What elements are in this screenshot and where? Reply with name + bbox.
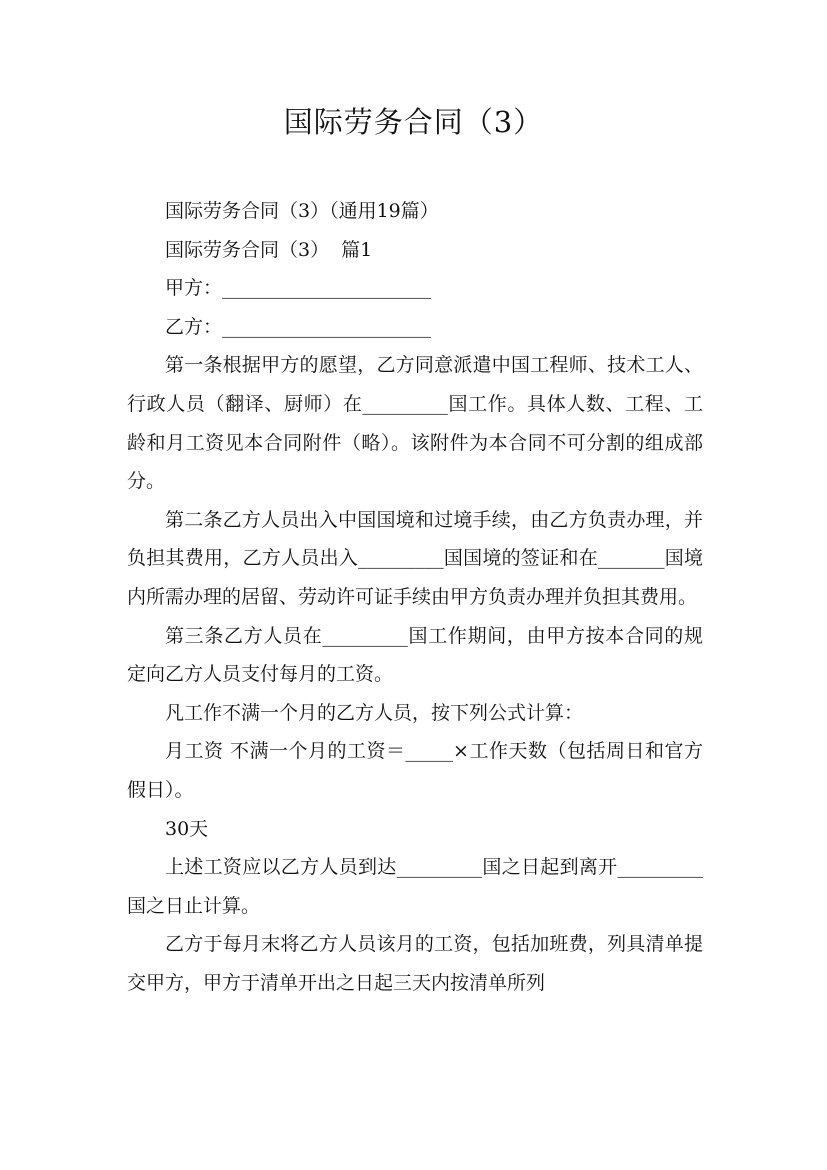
payment-paragraph: 乙方于每月末将乙方人员该月的工资，包括加班费，列具清单提交甲方，甲方于清单开出之日起三天内按清单所列 xyxy=(127,933,703,994)
wage-period-paragraph: 上述工资应以乙方人员到达_________国之日起到离开_________国之日止计算。 xyxy=(127,856,703,917)
party-a-line: 甲方：______________________ xyxy=(165,277,432,300)
document-title: 国际劳务合同（3） xyxy=(283,105,544,139)
document-body xyxy=(127,192,703,1002)
formula-line: 月工资 不满一个月的工资＝_____×工作天数（包括周日和官方假日）。 xyxy=(127,740,703,801)
party-b-line: 乙方：______________________ xyxy=(165,315,432,338)
article-3: 第三条乙方人员在_________国工作期间，由甲方按本合同的规定向乙方人员支付每月的工资。 xyxy=(127,624,703,686)
article-2: 第二条乙方人员出入中国国境和过境手续，由乙方负责办理，并负担其费用，乙方人员出入_________国国境的签证和在_______国境内所需办理的居留、劳动许可证手续由甲方负责办理并负担其费用。 xyxy=(127,508,703,608)
formula-denominator: 30天 xyxy=(165,817,209,840)
formula-intro: 凡工作不满一个月的乙方人员，按下列公式计算： xyxy=(165,701,584,724)
paragraph-section-heading: 国际劳务合同（3） 篇1 xyxy=(165,238,373,261)
article-1: 第一条根据甲方的愿望，乙方同意派遣中国工程师、技术工人、行政人员（翻译、厨师）在_________国工作。具体人数、工程、工龄和月工资见本合同附件（略）。该附件为本合同不可分割的组成部分。 xyxy=(127,354,703,493)
paragraph-subtitle: 国际劳务合同（3）（通用19篇） xyxy=(165,200,439,222)
